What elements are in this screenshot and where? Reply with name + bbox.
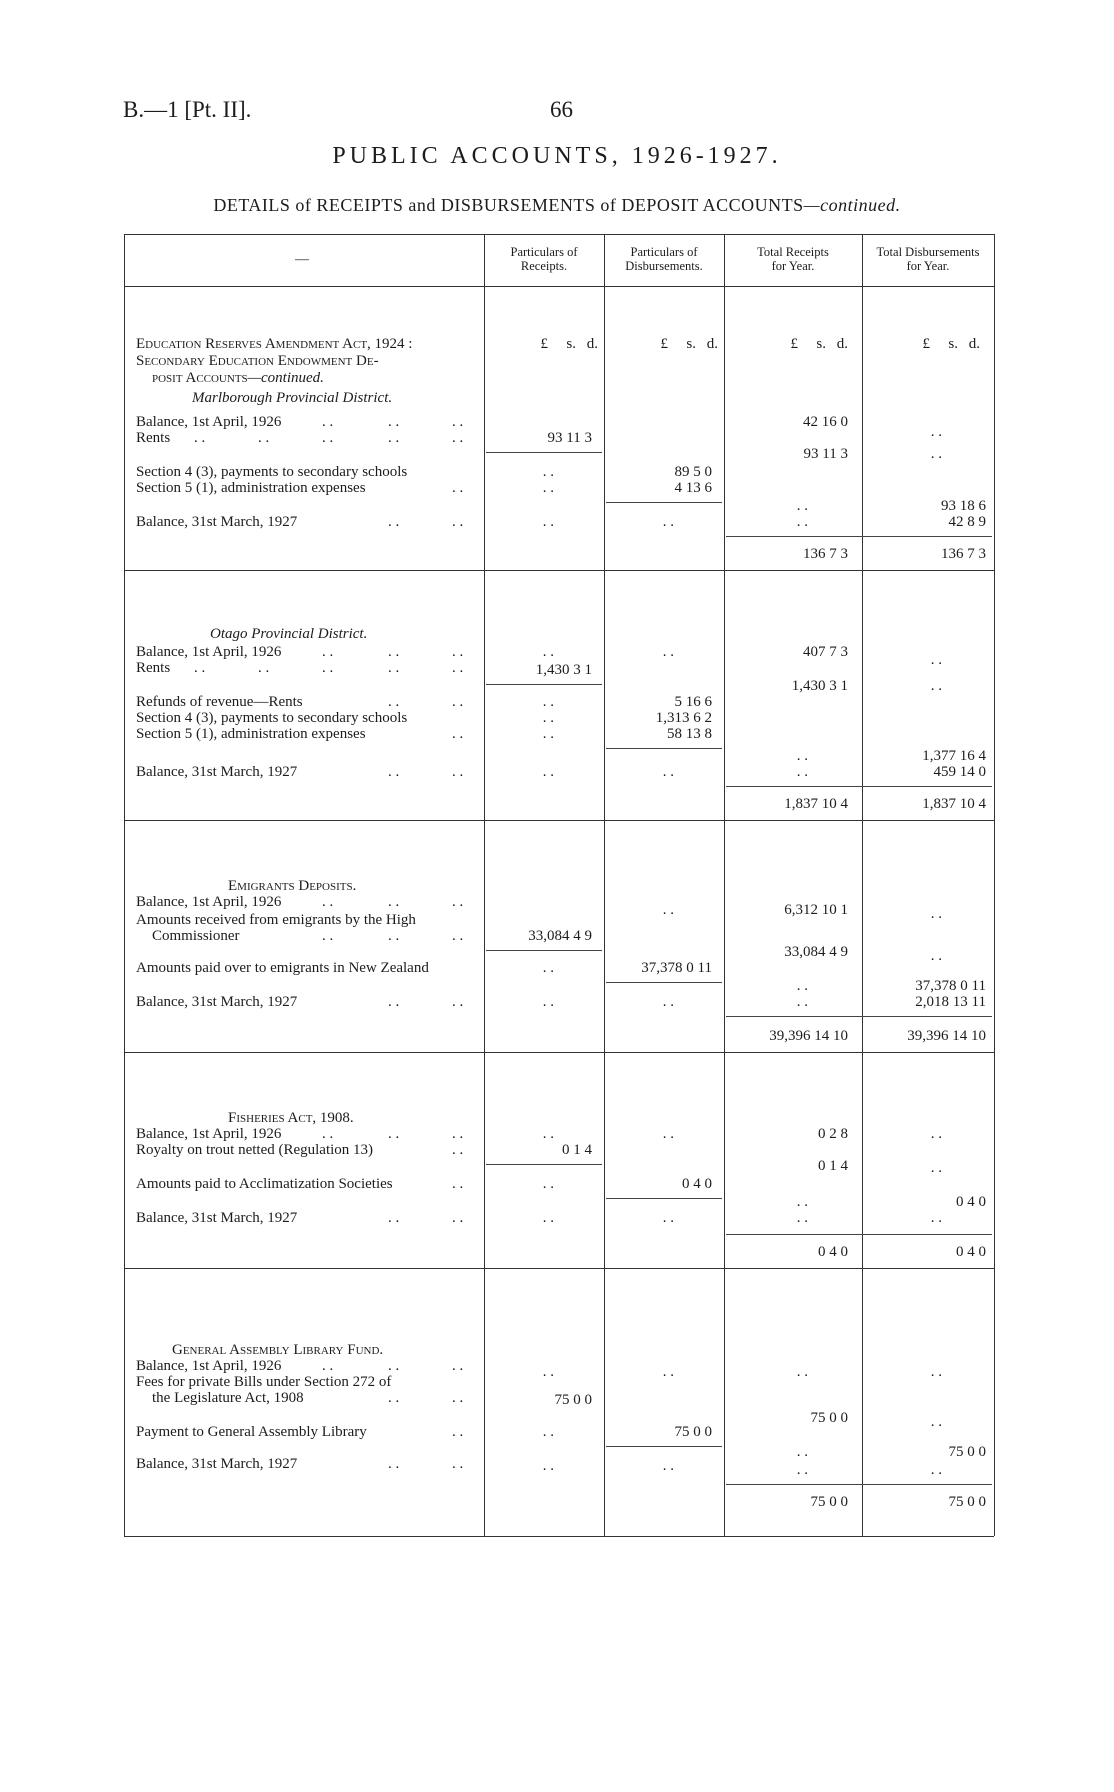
row-dots: . .: [388, 994, 400, 1010]
cell-disbursements: . .: [662, 902, 674, 918]
document-reference: B.—1 [Pt. II].: [123, 97, 252, 122]
cell-total-disbursements: 42 8 9: [948, 514, 986, 530]
cell-receipts: . .: [542, 764, 554, 780]
cell-total-receipts: . .: [796, 1444, 808, 1460]
section-subheading: Otago Provincial District.: [210, 626, 368, 642]
row-label-cont: Commissioner: [152, 928, 240, 944]
pence-sign: d.: [836, 336, 848, 352]
underline-rule: [606, 502, 722, 503]
row-label: Amounts paid to Acclimatization Societies: [136, 1176, 393, 1192]
currency-header-total-receipts: [736, 336, 848, 353]
pounds-sign: £: [660, 336, 668, 352]
cell-total-receipts: 33,084 4 9: [784, 944, 848, 960]
section-heading: General Assembly Library Fund.: [172, 1342, 384, 1358]
shillings-sign: s.: [566, 336, 576, 352]
row-dots: . .: [452, 1358, 464, 1374]
page-number: 66: [550, 97, 573, 122]
total-disbursements: 0 4 0: [956, 1244, 986, 1260]
row-dots: . .: [322, 414, 334, 430]
cell-total-receipts: . .: [796, 994, 808, 1010]
row-dots: . .: [452, 414, 464, 430]
cell-disbursements: . .: [662, 644, 674, 660]
row-dots: . .: [452, 514, 464, 530]
cell-total-disbursements: . .: [930, 652, 942, 668]
currency-header-total-disbursements: [868, 336, 980, 353]
total-rule: [726, 786, 992, 787]
cell-receipts: . .: [542, 1424, 554, 1440]
pounds-sign: £: [540, 336, 548, 352]
row-dots: . .: [452, 894, 464, 910]
total-receipts: 1,837 10 4: [784, 796, 848, 812]
cell-total-receipts: . .: [796, 1364, 808, 1380]
col-header-receipts: Particulars of Receipts.: [510, 245, 578, 273]
row-label-cont: the Legislature Act, 1908: [152, 1390, 304, 1406]
underline-rule: [606, 1446, 722, 1447]
col-header-total-receipts: Total Receipts for Year.: [757, 245, 829, 273]
cell-receipts: . .: [542, 1210, 554, 1226]
row-dots: . .: [388, 694, 400, 710]
cell-total-receipts: . .: [796, 1194, 808, 1210]
table-right-rule: [994, 234, 995, 1536]
cell-receipts: . .: [542, 480, 554, 496]
cell-total-receipts: . .: [796, 978, 808, 994]
cell-total-disbursements: 2,018 13 11: [915, 994, 986, 1010]
shillings-sign: s.: [948, 336, 958, 352]
cell-total-disbursements: . .: [930, 678, 942, 694]
underline-rule: [606, 982, 722, 983]
shillings-sign: s.: [686, 336, 696, 352]
cell-total-disbursements: . .: [930, 1160, 942, 1176]
row-dots: . .: [388, 928, 400, 944]
row-label: Section 5 (1), administration expenses: [136, 726, 366, 742]
total-rule: [726, 1016, 992, 1017]
section-subheading: Marlborough Provincial District.: [192, 390, 393, 406]
row-dots: . .: [388, 1456, 400, 1472]
currency-header-disbursements: [606, 336, 718, 353]
section-heading-line1: Education Reserves Amendment Act, 1924 :: [136, 336, 413, 352]
cell-receipts: . .: [542, 1176, 554, 1192]
table-bottom-rule: [124, 1536, 994, 1537]
row-dots: . .: [322, 928, 334, 944]
cell-total-receipts: 75 0 0: [810, 1410, 848, 1426]
cell-receipts: . .: [542, 994, 554, 1010]
row-label: Balance, 1st April, 1926: [136, 894, 282, 910]
table-left-rule: [124, 234, 125, 1536]
heading3-continued: —continued.: [247, 370, 324, 386]
page-subtitle: [0, 195, 1114, 216]
row-dots: . .: [388, 644, 400, 660]
cell-disbursements: . .: [662, 1210, 674, 1226]
currency-header-receipts: [486, 336, 598, 353]
row-dots: . .: [452, 694, 464, 710]
cell-disbursements: . .: [662, 994, 674, 1010]
row-label: Balance, 31st March, 1927: [136, 1456, 298, 1472]
cell-total-receipts: . .: [796, 514, 808, 530]
cell-total-disbursements: . .: [930, 446, 942, 462]
row-dots: . .: [452, 1210, 464, 1226]
cell-disbursements: 37,378 0 11: [641, 960, 712, 976]
col-header-total-disbursements: Total Disbursements for Year.: [876, 245, 980, 273]
row-label: Balance, 1st April, 1926: [136, 1358, 282, 1374]
table-top-rule: [124, 234, 994, 235]
cell-disbursements: 89 5 0: [674, 464, 712, 480]
cell-total-receipts: 6,312 10 1: [784, 902, 848, 918]
cell-total-receipts: 1,430 3 1: [791, 678, 848, 694]
row-dots: . .: [388, 660, 400, 676]
total-receipts: 75 0 0: [810, 1494, 848, 1510]
row-label: Section 4 (3), payments to secondary schools: [136, 464, 408, 480]
cell-total-disbursements: . .: [930, 1462, 942, 1478]
cell-receipts: . .: [542, 1364, 554, 1380]
row-dots: . .: [388, 764, 400, 780]
total-disbursements: 39,396 14 10: [907, 1028, 986, 1044]
underline-rule: [486, 950, 602, 951]
cell-receipts: . .: [542, 514, 554, 530]
col-header-blank: —: [295, 252, 309, 267]
row-dots: . .: [452, 430, 464, 446]
cell-disbursements: 4 13 6: [674, 480, 712, 496]
section-heading: Fisheries Act, 1908.: [228, 1110, 354, 1126]
total-rule: [726, 1234, 992, 1235]
row-dots: . .: [322, 644, 334, 660]
row-dots: . .: [452, 1126, 464, 1142]
row-label: Balance, 31st March, 1927: [136, 514, 298, 530]
cell-disbursements: 5 16 6: [674, 694, 712, 710]
row-dots: . .: [452, 1456, 464, 1472]
total-rule: [726, 1484, 992, 1485]
total-disbursements: 136 7 3: [941, 546, 986, 562]
cell-disbursements: . .: [662, 764, 674, 780]
row-dots: . .: [452, 764, 464, 780]
cell-disbursements: 58 13 8: [667, 726, 712, 742]
cell-total-disbursements: 37,378 0 11: [915, 978, 986, 994]
cell-receipts: . .: [542, 644, 554, 660]
cell-receipts: . .: [542, 726, 554, 742]
cell-receipts: . .: [542, 1458, 554, 1474]
underline-rule: [486, 452, 602, 453]
row-label: Rents: [136, 430, 171, 446]
cell-total-receipts: . .: [796, 764, 808, 780]
cell-total-disbursements: . .: [930, 1126, 942, 1142]
row-dots: . .: [322, 660, 334, 676]
cell-receipts: 33,084 4 9: [528, 928, 592, 944]
row-dots: . .: [388, 1126, 400, 1142]
section-heading: Emigrants Deposits.: [228, 878, 357, 894]
cell-disbursements: . .: [662, 1364, 674, 1380]
label-text: Balance, 1st April, 1926: [136, 414, 282, 430]
total-receipts: 39,396 14 10: [769, 1028, 848, 1044]
row-label: Fees for private Bills under Section 272 of: [136, 1374, 392, 1390]
row-label: Balance, 31st March, 1927: [136, 994, 298, 1010]
subtitle-continued: —continued.: [803, 195, 901, 215]
page-title: PUBLIC ACCOUNTS, 1926-1927.: [332, 143, 782, 169]
row-dots: . .: [388, 1358, 400, 1374]
section-rule: [124, 1052, 994, 1053]
section-rule: [124, 570, 994, 571]
cell-disbursements: . .: [662, 1126, 674, 1142]
cell-disbursements: . .: [662, 514, 674, 530]
cell-receipts: 93 11 3: [547, 430, 592, 446]
row-dots: . .: [388, 894, 400, 910]
table-header-rule: [124, 286, 994, 287]
row-dots: . .: [322, 1126, 334, 1142]
pounds-sign: £: [922, 336, 930, 352]
cell-total-disbursements: . .: [930, 948, 942, 964]
col-divider-2: [604, 234, 605, 1536]
cell-total-disbursements: . .: [930, 1210, 942, 1226]
section-heading-line2: Secondary Education Endowment De-: [136, 353, 379, 369]
total-rule: [726, 536, 992, 537]
section-heading-line3: [152, 370, 324, 387]
row-dots: . .: [452, 1424, 464, 1440]
cell-total-receipts: 93 11 3: [803, 446, 848, 462]
row-dots: . .: [452, 1176, 464, 1192]
row-dots: . .: [452, 644, 464, 660]
cell-total-receipts: . .: [796, 1210, 808, 1226]
row-dots: . .: [194, 430, 206, 446]
row-dots: . .: [388, 414, 400, 430]
cell-total-receipts: 0 1 4: [818, 1158, 848, 1174]
cell-disbursements: 0 4 0: [682, 1176, 712, 1192]
cell-total-disbursements: 93 18 6: [941, 498, 986, 514]
row-label: Payment to General Assembly Library: [136, 1424, 367, 1440]
row-dots: . .: [322, 430, 334, 446]
row-dots: . .: [452, 928, 464, 944]
subtitle-text: DETAILS of RECEIPTS and DISBURSEMENTS of DEPOSIT ACCOUNTS: [213, 195, 804, 215]
row-dots: . .: [258, 430, 270, 446]
shillings-sign: s.: [816, 336, 826, 352]
row-dots: . .: [452, 1390, 464, 1406]
cell-receipts: 75 0 0: [554, 1392, 592, 1408]
row-label: Balance, 1st April, 1926: [136, 1126, 282, 1142]
row-dots: . .: [322, 894, 334, 910]
row-label: Section 4 (3), payments to secondary schools: [136, 710, 408, 726]
cell-receipts: . .: [542, 694, 554, 710]
section-rule: [124, 820, 994, 821]
row-dots: . .: [194, 660, 206, 676]
row-dots: . .: [388, 514, 400, 530]
underline-rule: [486, 1164, 602, 1165]
heading3-text: posit Accounts: [152, 370, 248, 386]
total-receipts: 0 4 0: [818, 1244, 848, 1260]
cell-total-disbursements: . .: [930, 906, 942, 922]
cell-total-disbursements: . .: [930, 1364, 942, 1380]
row-label: [136, 414, 281, 431]
underline-rule: [486, 684, 602, 685]
cell-total-disbursements: . .: [930, 1414, 942, 1430]
row-label: Refunds of revenue—Rents: [136, 694, 303, 710]
pounds-sign: £: [790, 336, 798, 352]
cell-total-disbursements: 459 14 0: [933, 764, 986, 780]
cell-total-disbursements: 0 4 0: [956, 1194, 986, 1210]
row-label: Amounts received from emigrants by the High: [136, 912, 416, 928]
row-dots: . .: [452, 1142, 464, 1158]
col-header-disbursements: Particulars of Disbursements.: [625, 245, 703, 273]
cell-total-disbursements: . .: [930, 424, 942, 440]
cell-receipts: . .: [542, 710, 554, 726]
row-dots: . .: [452, 726, 464, 742]
pence-sign: d.: [968, 336, 980, 352]
row-label: Balance, 1st April, 1926: [136, 644, 282, 660]
cell-receipts: 1,430 3 1: [535, 662, 592, 678]
underline-rule: [606, 1198, 722, 1199]
row-dots: . .: [322, 1358, 334, 1374]
cell-total-disbursements: 75 0 0: [948, 1444, 986, 1460]
cell-disbursements: . .: [662, 1458, 674, 1474]
underline-rule: [606, 748, 722, 749]
row-dots: . .: [452, 994, 464, 1010]
cell-total-receipts: 42 16 0: [803, 414, 848, 430]
total-disbursements: 1,837 10 4: [922, 796, 986, 812]
row-dots: . .: [388, 430, 400, 446]
cell-disbursements: 1,313 6 2: [655, 710, 712, 726]
row-label: Rents: [136, 660, 171, 676]
cell-receipts: . .: [542, 464, 554, 480]
row-dots: . .: [388, 1210, 400, 1226]
cell-total-receipts: . .: [796, 748, 808, 764]
cell-receipts: 0 1 4: [562, 1142, 592, 1158]
cell-total-disbursements: 1,377 16 4: [922, 748, 986, 764]
row-label: Balance, 31st March, 1927: [136, 764, 298, 780]
row-label: Amounts paid over to emigrants in New Zealand: [136, 960, 429, 976]
pence-sign: d.: [706, 336, 718, 352]
row-label: Balance, 31st March, 1927: [136, 1210, 298, 1226]
pence-sign: d.: [586, 336, 598, 352]
total-receipts: 136 7 3: [803, 546, 848, 562]
cell-total-receipts: . .: [796, 1462, 808, 1478]
cell-total-receipts: 407 7 3: [803, 644, 848, 660]
cell-disbursements: 75 0 0: [674, 1424, 712, 1440]
section-rule: [124, 1268, 994, 1269]
row-dots: . .: [452, 480, 464, 496]
row-dots: . .: [388, 1390, 400, 1406]
row-dots: . .: [258, 660, 270, 676]
total-disbursements: 75 0 0: [948, 1494, 986, 1510]
row-label: Royalty on trout netted (Regulation 13): [136, 1142, 374, 1158]
cell-receipts: . .: [542, 1126, 554, 1142]
cell-total-receipts: . .: [796, 498, 808, 514]
cell-total-receipts: 0 2 8: [818, 1126, 848, 1142]
row-label: Section 5 (1), administration expenses: [136, 480, 366, 496]
row-dots: . .: [452, 660, 464, 676]
cell-receipts: . .: [542, 960, 554, 976]
